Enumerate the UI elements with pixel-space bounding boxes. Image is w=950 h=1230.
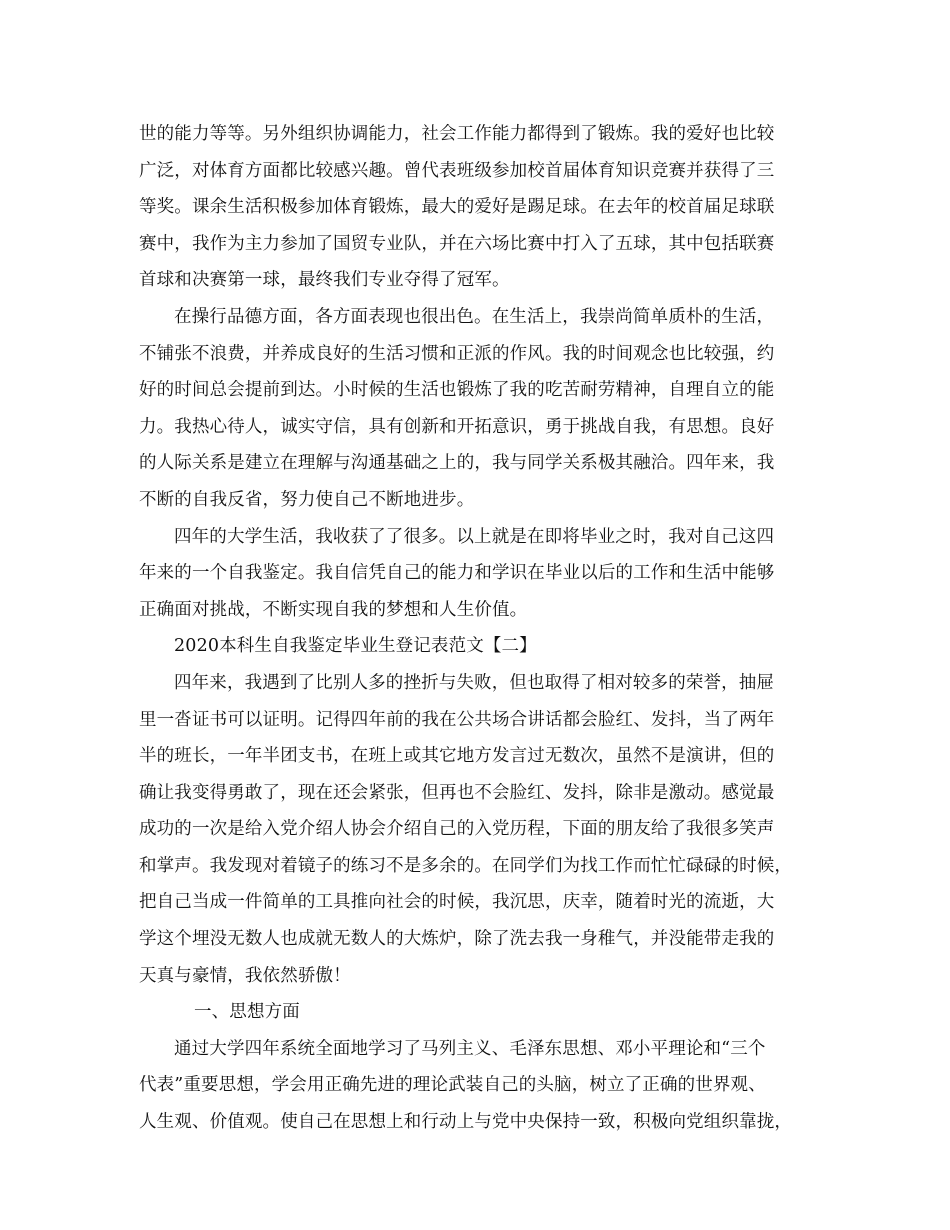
text-line: 广泛，对体育方面都比较感兴趣。曾代表班级参加校首届体育知识竞赛并获得了三 (139, 160, 775, 181)
text-line: 世的能力等等。另外组织协调能力，社会工作能力都得到了锻炼。我的爱好也比较 (139, 124, 775, 144)
text-line: 人生观、价值观。使自己在思想上和行动上与党中央保持一致，积极向党组织靠拢， (139, 1112, 793, 1133)
text-line: 力。我热心待人，诚实守信，具有创新和开拓意识，勇于挑战自我，有思想。良好 (139, 416, 775, 437)
text-line: 赛中，我作为主力参加了国贸专业队，并在六场比赛中打入了五球，其中包括联赛 (139, 233, 775, 254)
paragraph-start-line: 四年来，我遇到了比别人多的挫折与失败，但也取得了相对较多的荣誉，抽屉 (174, 672, 775, 693)
subsection-heading: 一、思想方面 (194, 1002, 300, 1023)
text-line: 天真与豪情，我依然骄傲！ (139, 965, 351, 986)
paragraph-start-line: 四年的大学生活，我收获了了很多。以上就是在即将毕业之时，我对自己这四 (174, 526, 775, 547)
text-line: 好的时间总会提前到达。小时候的生活也锻炼了我的吃苦耐劳精神，自理自立的能 (139, 380, 775, 401)
text-line: 把自己当成一件简单的工具推向社会的时候，我沉思，庆幸，随着时光的流逝，大 (139, 892, 775, 913)
text-line: 年来的一个自我鉴定。我自信凭自己的能力和学识在毕业以后的工作和生活中能够 (139, 563, 775, 584)
text-line: 学这个埋没无数人也成就无数人的大炼炉，除了洗去我一身稚气，并没能带走我的 (139, 929, 775, 950)
text-line: 成功的一次是给入党介绍人协会介绍自己的入党历程，下面的朋友给了我很多笑声 (139, 819, 775, 840)
text-line: 和掌声。我发现对着镜子的练习不是多余的。在同学们为找工作而忙忙碌碌的时候， (139, 855, 793, 876)
text-line: 确让我变得勇敢了，现在还会紧张，但再也不会脸红、发抖，除非是激动。感觉最 (139, 782, 775, 803)
text-line: 不铺张不浪费，并养成良好的生活习惯和正派的作风。我的时间观念也比较强，约 (139, 343, 775, 364)
text-line: 半的班长，一年半团支书，在班上或其它地方发言过无数次，虽然不是演讲，但的 (139, 746, 775, 767)
paragraph-start-line: 通过大学四年系统全面地学习了马列主义、毛泽东思想、邓小平理论和“三个 (174, 1038, 766, 1059)
section-heading: 2020本科生自我鉴定毕业生登记表范文【二】 (174, 636, 537, 657)
text-line: 首球和决赛第一球，最终我们专业夺得了冠军。 (139, 270, 510, 291)
text-line: 里一沓证书可以证明。记得四年前的我在公共场合讲话都会脸红、发抖，当了两年 (139, 709, 775, 730)
paragraph-start-line: 在操行品德方面，各方面表现也很出色。在生活上，我崇尚简单质朴的生活， (174, 306, 775, 327)
text-line: 正确面对挑战，不断实现自我的梦想和人生价值。 (139, 599, 528, 620)
text-line: 的人际关系是建立在理解与沟通基础之上的，我与同学关系极其融洽。四年来，我 (139, 453, 775, 474)
text-line: 不断的自我反省，努力使自己不断地进步。 (139, 489, 475, 510)
text-line: 代表”重要思想，学会用正确先进的理论武装自己的头脑，树立了正确的世界观、 (139, 1075, 766, 1096)
body-text (139, 116, 829, 1141)
text-line: 等奖。课余生活积极参加体育锻炼，最大的爱好是踢足球。在去年的校首届足球联 (139, 197, 775, 218)
